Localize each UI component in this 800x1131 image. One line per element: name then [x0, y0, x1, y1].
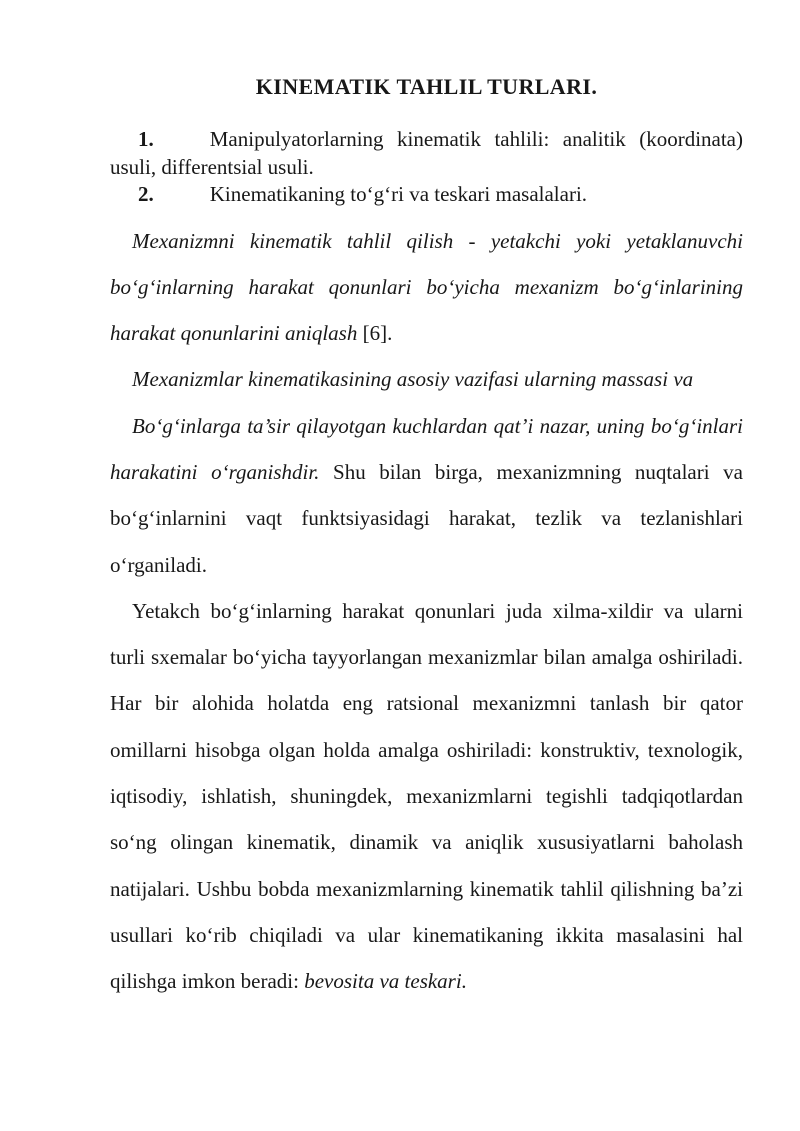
paragraph-links-motion — [110, 403, 743, 588]
citation-reference: [6]. — [362, 321, 393, 346]
paragraph-task — [110, 356, 743, 402]
paragraph-run-regular: Yetakch bo‘g‘inlarning harakat qonunlari juda xilma-xildir va ularni turli sxemalar bo‘yicha tayyorlangan mexanizmlar bilan amalga oshiriladi. Har bir alohida holatda eng ratsional mexanizmni tanlash bir qator omillarni hisobga olgan holda amalga oshiriladi: konstruktiv, texnologik, iqtisodiy, ishlatish, shuningdek, mexanizmlarni tegishli tadqiqotlardan so‘ng olingan kinematik, dinamik va aniqlik xususiyatlarni baholash natijalari. Ushbu bobda mexanizmlarning kinematik tahlil qilishning ba’zi usullari ko‘rib chiqiladi va ular kinematikaning ikkita masalasini hal qilishga imkon beradi: — [110, 598, 743, 994]
paragraph-definition — [110, 218, 743, 357]
body-text — [110, 218, 743, 1005]
paragraph-run-regular: Shu bilan birga, mexanizmning nuqtalari va bo‘g‘inlarnini vaqt funktsiyasidagi harakat, tezlik va tezlanishlari o‘rganiladi. — [110, 459, 743, 577]
paragraph-run-italic: Mexanizmlar kinematikasining asosiy vazifasi ularning massasi va — [132, 367, 694, 392]
list-item-1-number: 1. — [138, 127, 154, 151]
list-item-1-text: Manipulyatorlarning kinematik tahlili: analitik (koordinata) usuli, differentsial usuli. — [110, 127, 743, 179]
list-item-1 — [110, 126, 743, 181]
list-item-2-text: Kinematikaning to‘g‘ri va teskari masalalari. — [209, 182, 588, 206]
paragraph-conclusion — [110, 588, 743, 1005]
paragraph-run-italic: Mexanizmni kinematik tahlil qilish - yetakchi yoki yetaklanuvchi bo‘g‘inlarning harakat qonunlari bo‘yicha mexanizm bo‘g‘inlarining harakat qonunlarini aniqlash — [110, 228, 743, 346]
document-title: KINEMATIK TAHLIL TURLARI. — [255, 74, 598, 99]
list-item-2 — [110, 181, 743, 209]
paragraph-run-italic: bevosita va teskari. — [304, 969, 467, 994]
paragraph-run-italic: Bo‘g‘inlarga ta’sir qilayotgan kuchlardan qat’i nazar, uning bo‘g‘inlari harakatini o‘rganishdir. — [110, 413, 743, 484]
list-item-2-number: 2. — [138, 182, 154, 206]
